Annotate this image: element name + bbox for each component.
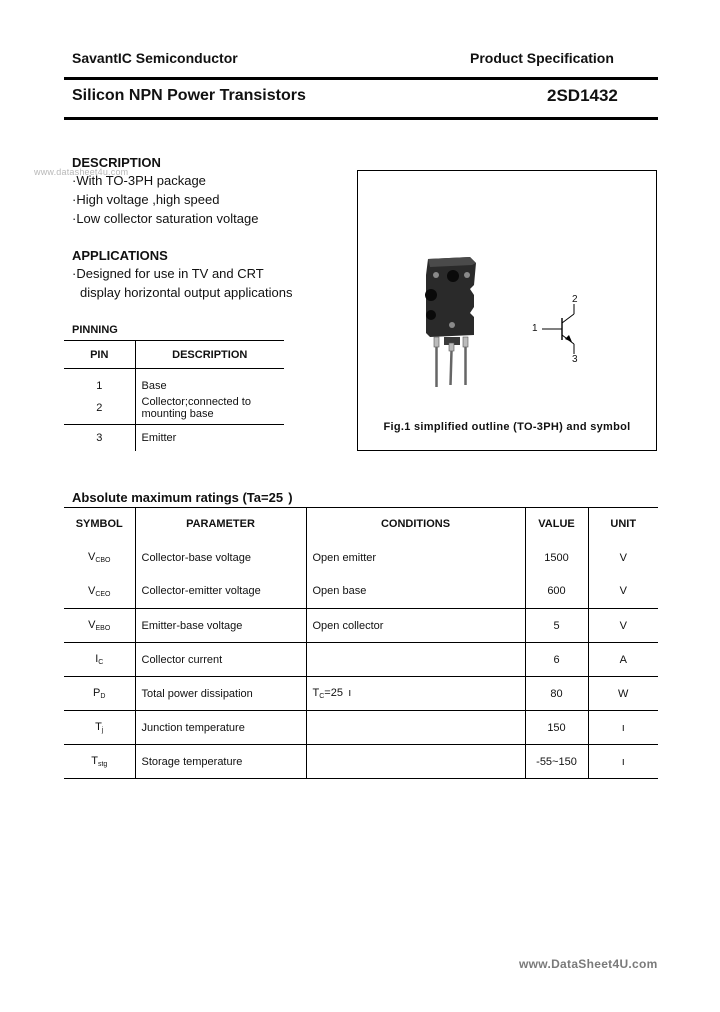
value-cell: 80 [525, 677, 588, 711]
pinning-header-row [64, 341, 284, 369]
table-row [64, 711, 658, 745]
description-heading: DESCRIPTION [72, 155, 161, 170]
pin-description: Collector;connected to mounting base [135, 393, 284, 425]
unit-cell: V [588, 575, 658, 609]
applications-heading: APPLICATIONS [72, 248, 168, 263]
table-row [64, 745, 658, 779]
document-type: Product Specification [470, 50, 614, 66]
parameter-cell: Junction temperature [135, 711, 306, 745]
value-cell: 1500 [525, 541, 588, 575]
symbol-cell: $V_{CBO}$ [64, 541, 135, 575]
parameter-cell: Collector current [135, 643, 306, 677]
parameter-cell: Total power dissipation [135, 677, 306, 711]
conditions-column-header: CONDITIONS [306, 508, 525, 541]
ratings-table [64, 507, 658, 779]
table-row [64, 425, 284, 451]
application-item: ·Designed for use in TV and CRT [72, 266, 264, 281]
collector-pin-label: 2 [572, 294, 578, 305]
symbol-cell: $P_D$ [64, 677, 135, 711]
figure-caption: Fig.1 simplified outline (TO-3PH) and symbol [383, 421, 631, 433]
parameter-column-header: PARAMETER [135, 508, 306, 541]
application-item: display horizontal output applications [80, 285, 293, 300]
symbol-cell: $I_C$ [64, 643, 135, 677]
symbol-cell: $V_{EBO}$ [64, 609, 135, 643]
npn-transistor-symbol [528, 290, 588, 370]
conditions-cell: Open emitter [306, 541, 525, 575]
value-cell: -55~150 [525, 745, 588, 779]
description-column-header: DESCRIPTION [135, 341, 284, 369]
table-row [64, 575, 658, 609]
value-column-header: VALUE [525, 508, 588, 541]
footer-watermark-link[interactable]: www.DataSheet4U.com [519, 957, 658, 971]
value-cell: 150 [525, 711, 588, 745]
parameter-cell: Storage temperature [135, 745, 306, 779]
pin-number: 2 [64, 393, 135, 425]
conditions-cell: Open collector [306, 609, 525, 643]
pin-description: Base [141, 379, 167, 392]
table-row [64, 393, 284, 425]
conditions-cell [306, 711, 525, 745]
parameter-cell: Emitter-base voltage [135, 609, 306, 643]
description-item: ·Low collector saturation voltage [72, 211, 259, 226]
unit-cell: W [588, 677, 658, 711]
ratings-heading: Absolute maximum ratings (Ta=25 ) [72, 490, 293, 505]
unit-cell: ı [588, 745, 658, 779]
unit-column-header: UNIT [588, 508, 658, 541]
unit-cell: V [619, 551, 627, 564]
pin-number: 1 [64, 369, 135, 393]
value-cell: 5 [525, 609, 588, 643]
header-rule-bottom [64, 117, 658, 120]
pinning-heading: PINNING [72, 324, 118, 336]
table-row [64, 541, 658, 575]
table-row [64, 677, 658, 711]
description-item: ·With TO-3PH package [72, 173, 206, 188]
emitter-pin-label: 3 [572, 354, 578, 365]
base-pin-label: 1 [532, 323, 538, 334]
symbol-cell: $T_j$ [64, 711, 135, 745]
value-cell: 600 [525, 575, 588, 609]
page-title: Silicon NPN Power Transistors [72, 87, 306, 104]
table-row [64, 369, 284, 393]
pin-description: Emitter [141, 431, 177, 444]
figure-box [357, 170, 657, 451]
pin-number: 3 [64, 425, 135, 451]
pin-column-header: PIN [64, 341, 135, 369]
ratings-header-row [64, 508, 658, 541]
unit-cell: ı [588, 711, 658, 745]
to3ph-package-image [420, 255, 484, 390]
description-item: ·High voltage ,high speed [72, 192, 220, 207]
parameter-cell: Collector-base voltage [135, 541, 306, 575]
table-row [64, 609, 658, 643]
watermark-link[interactable]: www.datasheet4u.com [34, 167, 129, 177]
company-name: SavantIC Semiconductor [72, 50, 238, 66]
value-cell: 6 [525, 643, 588, 677]
symbol-column-header: SYMBOL [64, 508, 135, 541]
description-list [72, 171, 258, 228]
part-number: 2SD1432 [547, 86, 618, 105]
table-row [64, 643, 658, 677]
conditions-cell [306, 643, 525, 677]
parameter-cell: Collector-emitter voltage [135, 575, 306, 609]
pinning-table [64, 340, 284, 451]
header-rule-top [64, 77, 658, 80]
conditions-cell: Open base [306, 575, 525, 609]
unit-cell: V [588, 609, 658, 643]
symbol-cell: $V_{CEO}$ [64, 575, 135, 609]
symbol-cell: $T_{stg}$ [64, 745, 135, 779]
unit-cell: A [588, 643, 658, 677]
conditions-cell: $T_C=25$ ı [306, 677, 525, 711]
applications-list [72, 264, 292, 302]
conditions-cell [306, 745, 525, 779]
